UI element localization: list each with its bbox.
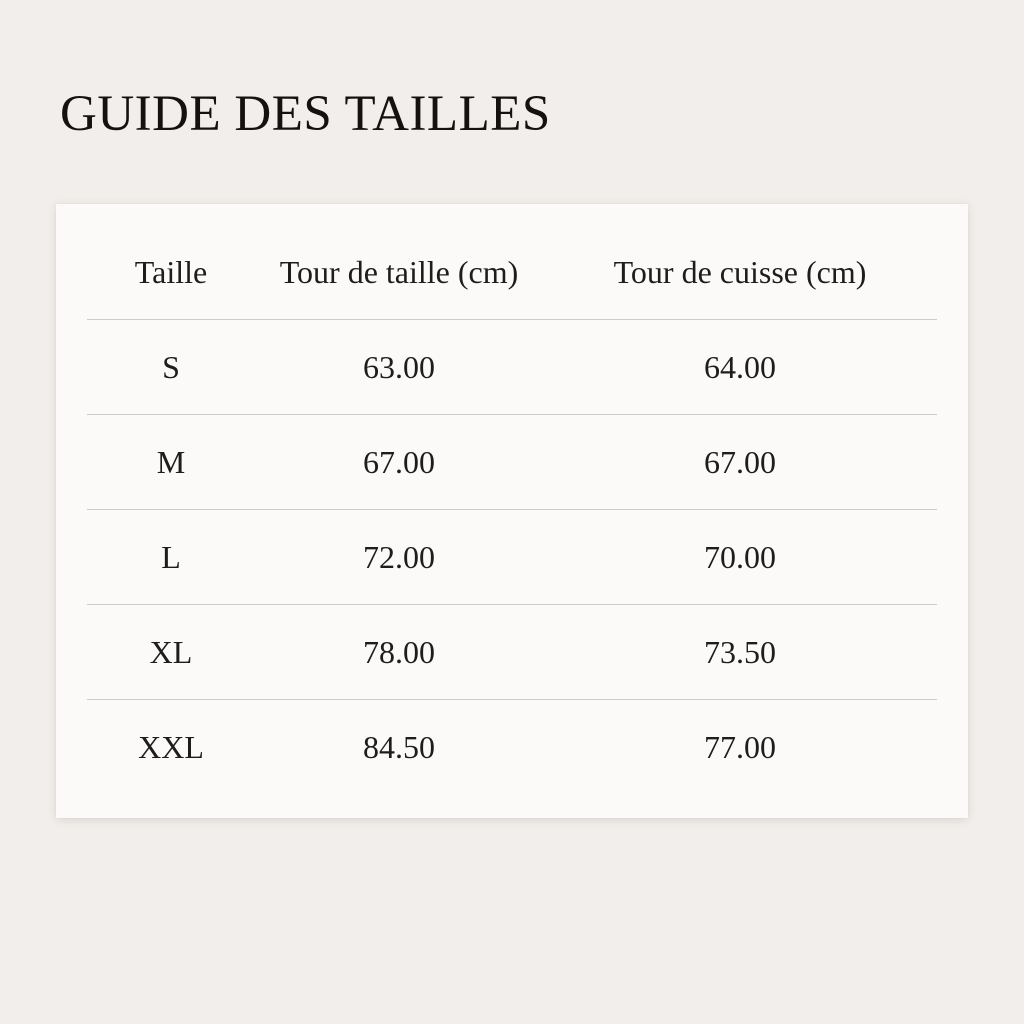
cell-size: M — [87, 415, 255, 510]
cell-waist: 84.50 — [363, 728, 435, 765]
table-row — [87, 320, 937, 415]
cell-size: XL — [87, 605, 255, 700]
cell-size: XXL — [138, 728, 204, 765]
page-title: GUIDE DES TAILLES — [60, 86, 551, 142]
cell-waist: 67.00 — [255, 415, 543, 510]
size-table — [87, 225, 937, 794]
cell-waist: 72.00 — [255, 510, 543, 605]
table-row — [87, 415, 937, 510]
cell-size: S — [87, 320, 255, 415]
table-header-row — [87, 225, 937, 320]
cell-thigh: 70.00 — [543, 510, 937, 605]
cell-waist: 63.00 — [255, 320, 543, 415]
table-row — [87, 510, 937, 605]
table-row — [87, 700, 937, 795]
size-guide-card — [56, 204, 968, 818]
cell-thigh: 64.00 — [543, 320, 937, 415]
cell-thigh: 67.00 — [543, 415, 937, 510]
header-thigh: Tour de cuisse (cm) — [543, 225, 937, 320]
table-row — [87, 605, 937, 700]
cell-size: L — [87, 510, 255, 605]
cell-thigh: 77.00 — [704, 728, 776, 765]
cell-waist: 78.00 — [255, 605, 543, 700]
header-waist: Tour de taille (cm) — [255, 225, 543, 320]
header-size: Taille — [87, 225, 255, 320]
cell-thigh: 73.50 — [543, 605, 937, 700]
